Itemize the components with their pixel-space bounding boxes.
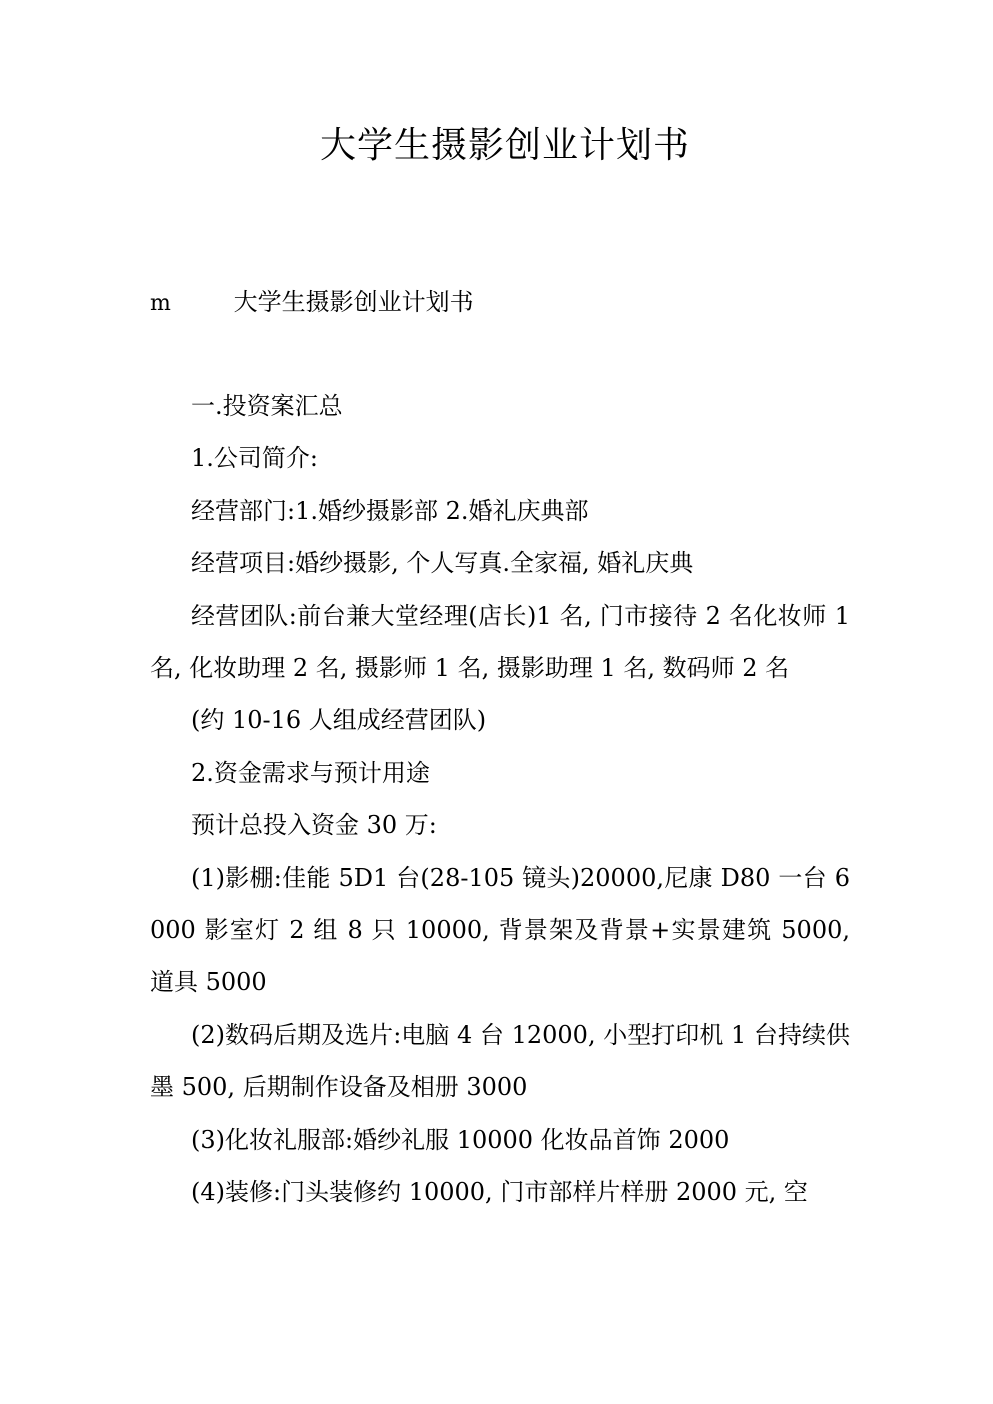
paragraph-business-items: 经营项目:婚纱摄影, 个人写真.全家福, 婚礼庆典 [191,549,694,578]
subtitle-marker: m [150,291,171,316]
paragraph-decoration-costs: (4)装修:门头装修约 10000, 门市部样片样册 2000 元, 空 [191,1178,808,1207]
subtitle-text: 大学生摄影创业计划书 [233,288,474,316]
paragraph-team: 经营团队:前台兼大堂经理(店长)1 名, 门市接待 2 名化妆师 1 名, 化妆助理 2 名, 摄影师 1 名, 摄影助理 1 名, 数码师 2 名 [150,601,850,683]
paragraph-total-investment: 预计总投入资金 30 万: [191,811,437,840]
paragraph-makeup-costs: (3)化妆礼服部:婚纱礼服 10000 化妆品首饰 2000 [191,1125,730,1154]
document-body [150,380,850,1219]
subheading-funding-needs: 2.资金需求与预计用途 [191,758,430,787]
subheading-company-profile: 1.公司简介: [191,444,318,473]
paragraph-team-size: (约 10-16 人组成经营团队) [191,706,487,735]
paragraph-studio-costs: (1)影棚:佳能 5D1 台(28-105 镜头)20000,尼康 D80 一台 6000 影室灯 2 组 8 只 10000, 背景架及背景+实景建筑 5000, 道具 5000 [150,863,850,997]
paragraph-departments: 经营部门:1.婚纱摄影部 2.婚礼庆典部 [191,496,589,525]
paragraph-digital-costs: (2)数码后期及选片:电脑 4 台 12000, 小型打印机 1 台持续供墨 500, 后期制作设备及相册 3000 [150,1020,850,1102]
document-subtitle [150,284,474,320]
document-title: 大学生摄影创业计划书 [319,125,690,166]
section-heading-investment-summary: 一.投资案汇总 [191,392,343,420]
